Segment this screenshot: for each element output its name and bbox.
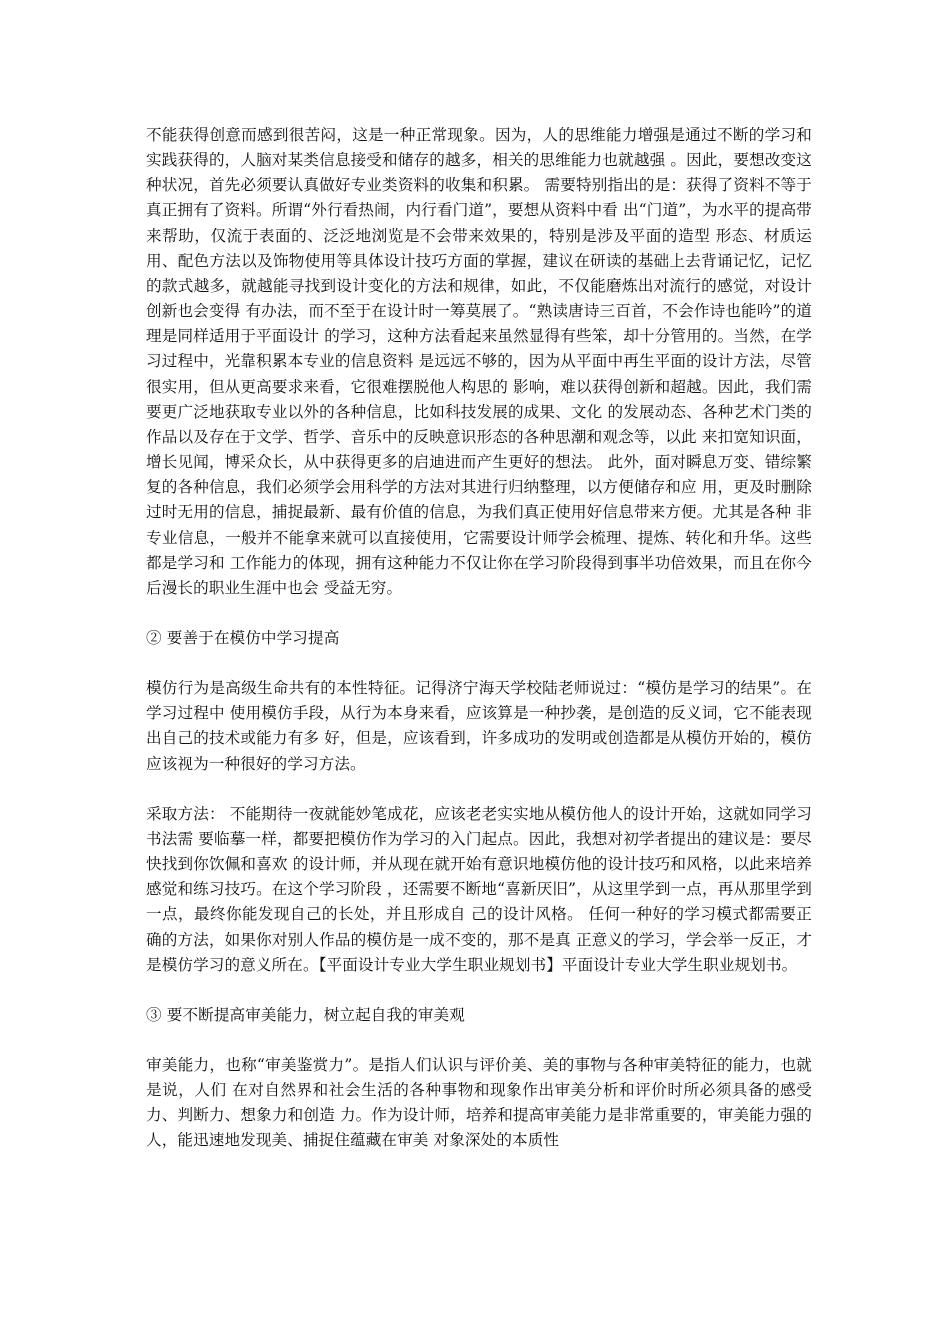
section-heading-aesthetics: ③ 要不断提高审美能力，树立起自我的审美观: [146, 1005, 465, 1024]
paragraph-approach-method: 采取方法： 不能期待一夜就能妙笔成花，应该老老实实地从模仿他人的设计开始，这就如同学习书法需 要临摹一样，都要把模仿作为学习的入门起点。因此，我想对初学者提出的建议是：要尽快找到你饮佩和喜欢 的设计师，并从现在就开始有意识地模仿他的设计技巧和风格，以此来培养感觉和练习技巧。在这个学习阶段 ，还需要不断地“喜新厌旧”，从这里学到一点，再从那里学到一点，最终你能发现自己的长处，并且形成自 己的设计风格。 任何一种好的学习模式都需要正确的方法，如果你对别人作品的模仿是一成不变的，那不是真 正意义的学习，学会举一反正，才是模仿学习的意义所在。【平面设计专业大学生职业规划书】平面设计专业大学生职业规划书。: [146, 804, 812, 974]
paragraph-spacer: [146, 651, 812, 676]
paragraph-information-collection: 不能获得创意而感到很苦闷，这是一种正常现象。因为，人的思维能力增强是通过不断的学习和实践获得的，人脑对某类信息接受和储存的越多，相关的思维能力也就越强 。因此，要想改变这种状况，首先必须要认真做好专业类资料的收集和积累。 需要特别指出的是：获得了资料不等于真正拥有了资料。所谓“外行看热闹，内行看门道”，要想从资料中看 出“门道”，为水平的提高带来帮助，仅流于表面的、泛泛地浏览是不会带来效果的，特别是涉及平面的造型 形态、材质运用、配色方法以及饰物使用等具体设计技巧方面的掌握，建议在研读的基础上去背诵记忆，记忆 的款式越多，就越能寻找到设计变化的方法和规律，如此，不仅能磨炼出对流行的感觉，对设计创新也会变得 有办法，而不至于在设计时一筹莫展了。“熟读唐诗三百首，不会作诗也能吟”的道理是同样适用于平面设计 的学习，这种方法看起来虽然显得有些笨，却十分管用的。当然，在学习过程中，光靠积累本专业的信息资料 是远远不够的，因为从平面中再生平面的设计方法，尽管很实用，但从更高要求来看，它很难摆脱他人构思的 影响，难以获得创新和超越。因此，我们需要更广泛地获取专业以外的各种信息，比如科技发展的成果、文化 的发展动态、各种艺术门类的作品以及存在于文学、哲学、音乐中的反映意识形态的各种思潮和观念等，以此 来扣宽知识面，增长见闻，博采众长，从中获得更多的启迪进而产生更好的想法。 此外，面对瞬息万变、错综繁复的各种信息，我们必须学会用科学的方法对其进行归纳整理，以方便储存和应 用，更及时删除过时无用的信息，捕捉最新、最有价值的信息，为我们真正使用好信息带来方便。尤其是各种 非专业信息，一般并不能拿来就可以直接使用，它需要设计师学会梳理、提炼、转化和升华。这些都是学习和 工作能力的体现，拥有这种能力不仅让你在学习阶段得到事半功倍效果，而且在你今后漫长的职业生涯中也会 受益无穷。: [146, 126, 812, 597]
paragraph-imitation-behavior: 模仿行为是高级生命共有的本性特征。记得济宁海天学校陆老师说过：“模仿是学习的结果”。在学习过程中 使用模仿手段，从行为本身来看，应该算是一种抄袭，是创造的反义词，它不能表现出自己的技术或能力有多 好，但是，应该看到，许多成功的发明或创造都是从模仿开始的，模仿应该视为一种很好的学习方法。: [146, 679, 812, 773]
paragraph-spacer: [146, 1028, 812, 1053]
document-body: [146, 123, 812, 1154]
paragraph-spacer: [146, 601, 812, 626]
section-heading-imitation: ② 要善于在模仿中学习提高: [146, 628, 340, 647]
paragraph-spacer: [146, 978, 812, 1003]
paragraph-spacer: [146, 777, 812, 802]
paragraph-aesthetic-ability: 审美能力，也称“审美鉴赏力”。是指人们认识与评价美、美的事物与各种审美特征的能力，也就是说，人们 在对自然界和社会生活的各种事物和现象作出审美分析和评价时所必须具备的感受力、判断力、想象力和创造 力。作为设计师，培养和提高审美能力是非常重要的，审美能力强的人，能迅速地发现美、捕捉住蕴藏在审美 对象深处的本质性: [146, 1056, 812, 1150]
